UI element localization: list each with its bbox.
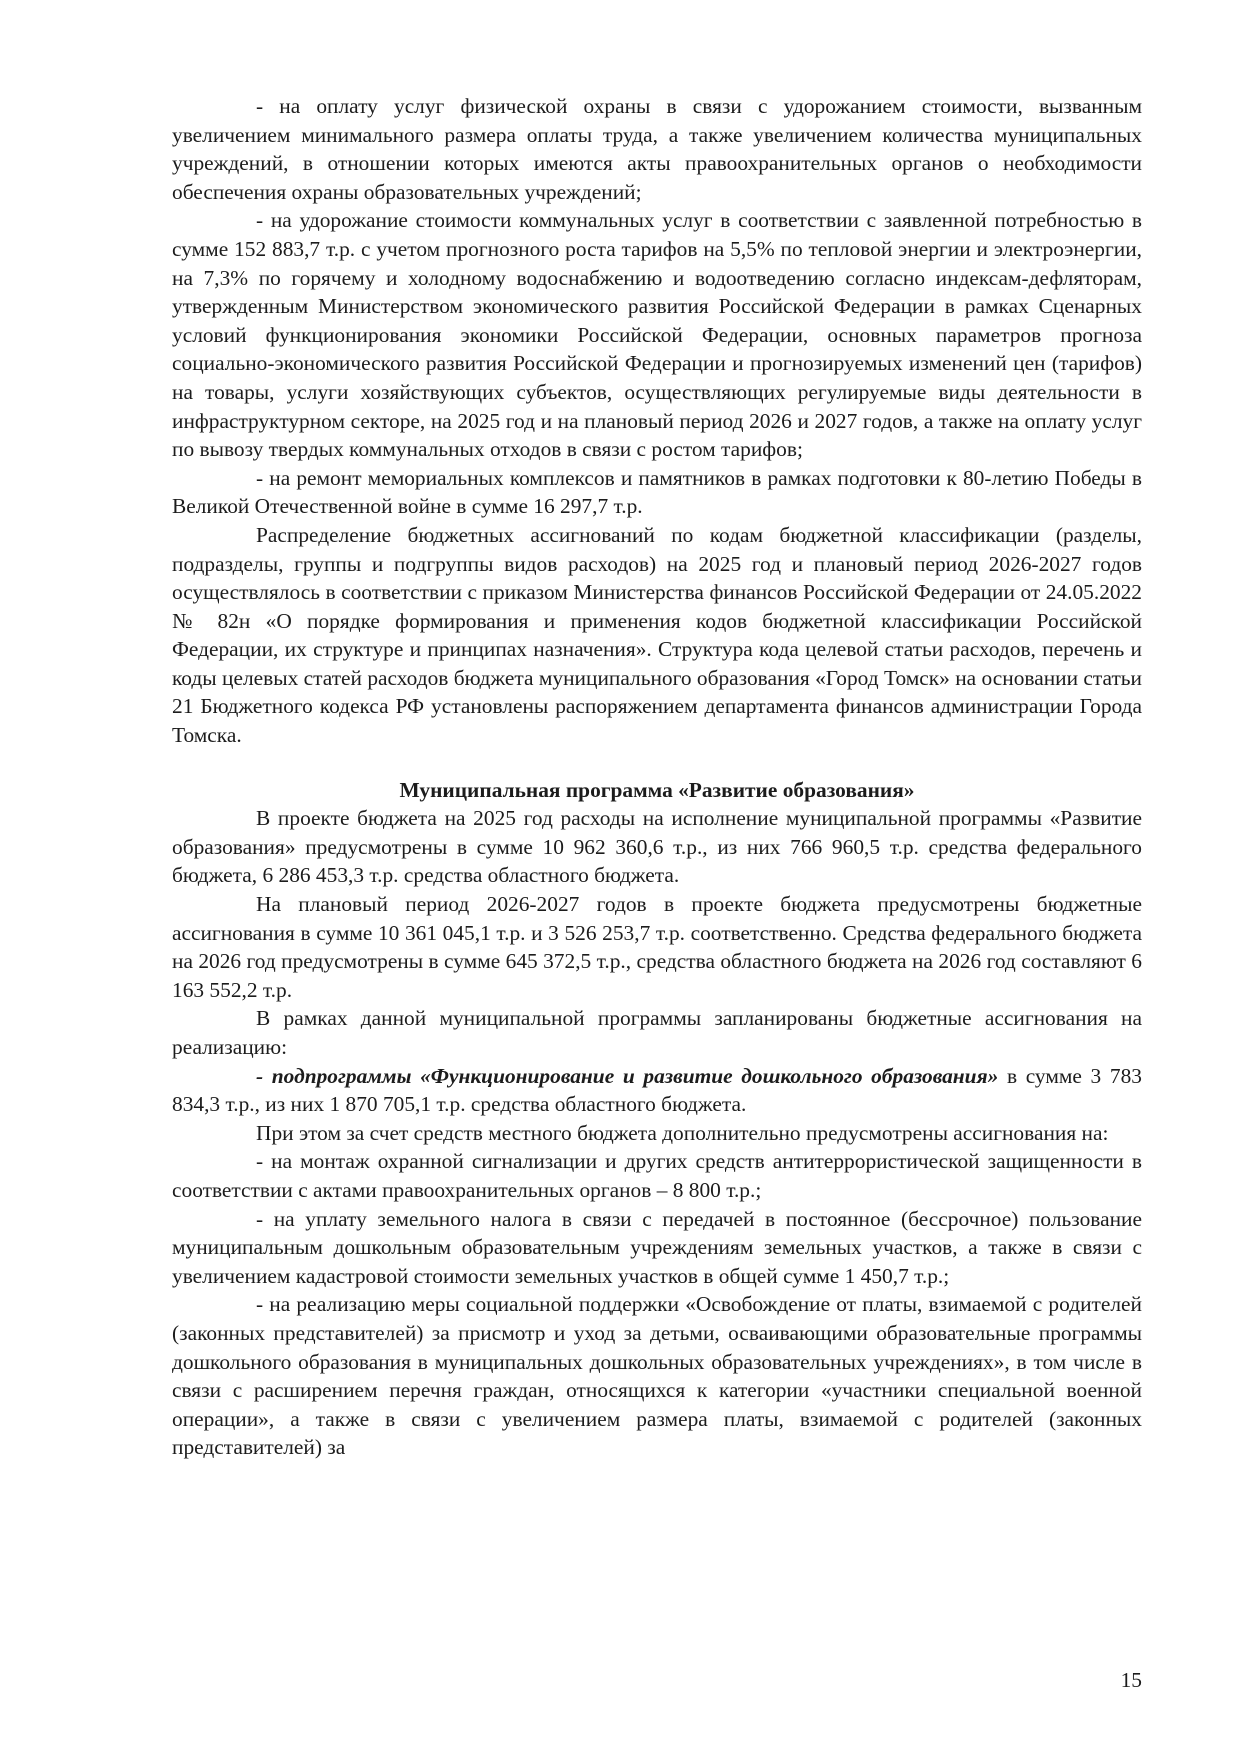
paragraph-alarm-installation: - на монтаж охранной сигнализации и других средств антитеррористической защищенности в соответствии с актами правоохранительных органов – 8 800 т.р.; xyxy=(172,1149,1142,1202)
paragraph-additional-intro: При этом за счет средств местного бюджета дополнительно предусмотрены ассигнования на: xyxy=(256,1120,1109,1145)
paragraph-program-2026-2027: На плановый период 2026-2027 годов в проекте бюджета предусмотрены бюджетные ассигнования в сумме 10 361 045,1 т.р. и 3 526 253,7 т.р. соответственно. Средства федерального бюджета на 2026 год предусмотрены в сумме 645 372,5 т.р., средства областного бюджета на 2026 год составляют 6 163 552,2 т.р. xyxy=(172,892,1142,1002)
paragraph-land-tax: - на уплату земельного налога в связи с передачей в постоянное (бессрочное) пользование муниципальным дошкольным образовательным учреждениям земельных участков, а также в связи с увеличением кадастровой стоимости земельных участков в общей сумме 1 450,7 т.р.; xyxy=(172,1206,1142,1288)
paragraph-security-services: - на оплату услуг физической охраны в связи с удорожанием стоимости, вызванным увеличением минимального размера оплаты труда, а также увеличением количества муниципальных учреждений, в отношении которых имеются акты правоохранительных органов о необходимости обеспечения охраны образовательных учреждений; xyxy=(172,94,1142,204)
page-number: 15 xyxy=(1120,1668,1142,1692)
paragraph-social-support: - на реализацию меры социальной поддержки «Освобождение от платы, взимаемой с родителей (законных представителей) за присмотр и уход за детьми, осваивающими образовательные программы дошкольного образования в муниципальных дошкольных образовательных учреждениях», в том числе в связи с расширением перечня граждан, относящихся к категории «участники специальной военной операции», а также в связи с увеличением размера платы, взимаемой с родителей (законных представителей) за xyxy=(172,1292,1142,1460)
document-body xyxy=(172,92,1142,1462)
paragraph-utilities: - на удорожание стоимости коммунальных услуг в соответствии с заявленной потребностью в сумме 152 883,7 т.р. с учетом прогнозного роста тарифов на 5,5% по тепловой энергии и электроэнергии, на 7,3% по горячему и холодному водоснабжению и водоотведению согласно индексам-дефляторам, утвержденным Министерством экономического развития Российской Федерации в рамках Сценарных условий функционирования экономики Российской Федерации, основных параметров прогноза социально-экономического развития Российской Федерации и прогнозируемых изменений цен (тарифов) на товары, услуги хозяйствующих субъектов, осуществляющих регулируемые виды деятельности в инфраструктурном секторе, на 2025 год и на плановый период 2026 и 2027 годов, а также на оплату услуг по вывозу твердых коммунальных отходов в связи с ростом тарифов; xyxy=(172,208,1142,462)
subprogram-amount: в сумме 3 783 834,3 т.р., из них 1 870 705,1 т.р. средства областного бюджета. xyxy=(172,1063,1142,1117)
section-title: Муниципальная программа «Развитие образования» xyxy=(399,777,915,802)
subprogram-title: - подпрограммы «Функционирование и развитие дошкольного образования» xyxy=(256,1063,999,1088)
paragraph-program-2025: В проекте бюджета на 2025 год расходы на исполнение муниципальной программы «Развитие образования» предусмотрены в сумме 10 962 360,6 т.р., из них 766 960,5 т.р. средства федерального бюджета, 6 286 453,3 т.р. средства областного бюджета. xyxy=(172,806,1142,888)
paragraph-memorials: - на ремонт мемориальных комплексов и памятников в рамках подготовки к 80-летию Победы в Великой Отечественной войне в сумме 16 297,7 т.р. xyxy=(172,465,1142,519)
paragraph-budget-classification: Распределение бюджетных ассигнований по кодам бюджетной классификации (разделы, подразделы, группы и подгруппы видов расходов) на 2025 год и плановый период 2026-2027 годов осуществлялось в соответствии с приказом Министерства финансов Российской Федерации от 24.05.2022 № 82н «О порядке формирования и применения кодов бюджетной классификации Российской Федерации, их структуре и принципах назначения». Структура кода целевой статьи расходов, перечень и коды целевых статей расходов бюджета муниципального образования «Город Томск» на основании статьи 21 Бюджетного кодекса РФ установлены распоряжением департамента финансов администрации Города Томска. xyxy=(172,522,1142,748)
paragraph-program-intro: В рамках данной муниципальной программы запланированы бюджетные ассигнования на реализацию: xyxy=(172,1006,1142,1059)
paragraph-subprogram xyxy=(172,1062,1142,1119)
